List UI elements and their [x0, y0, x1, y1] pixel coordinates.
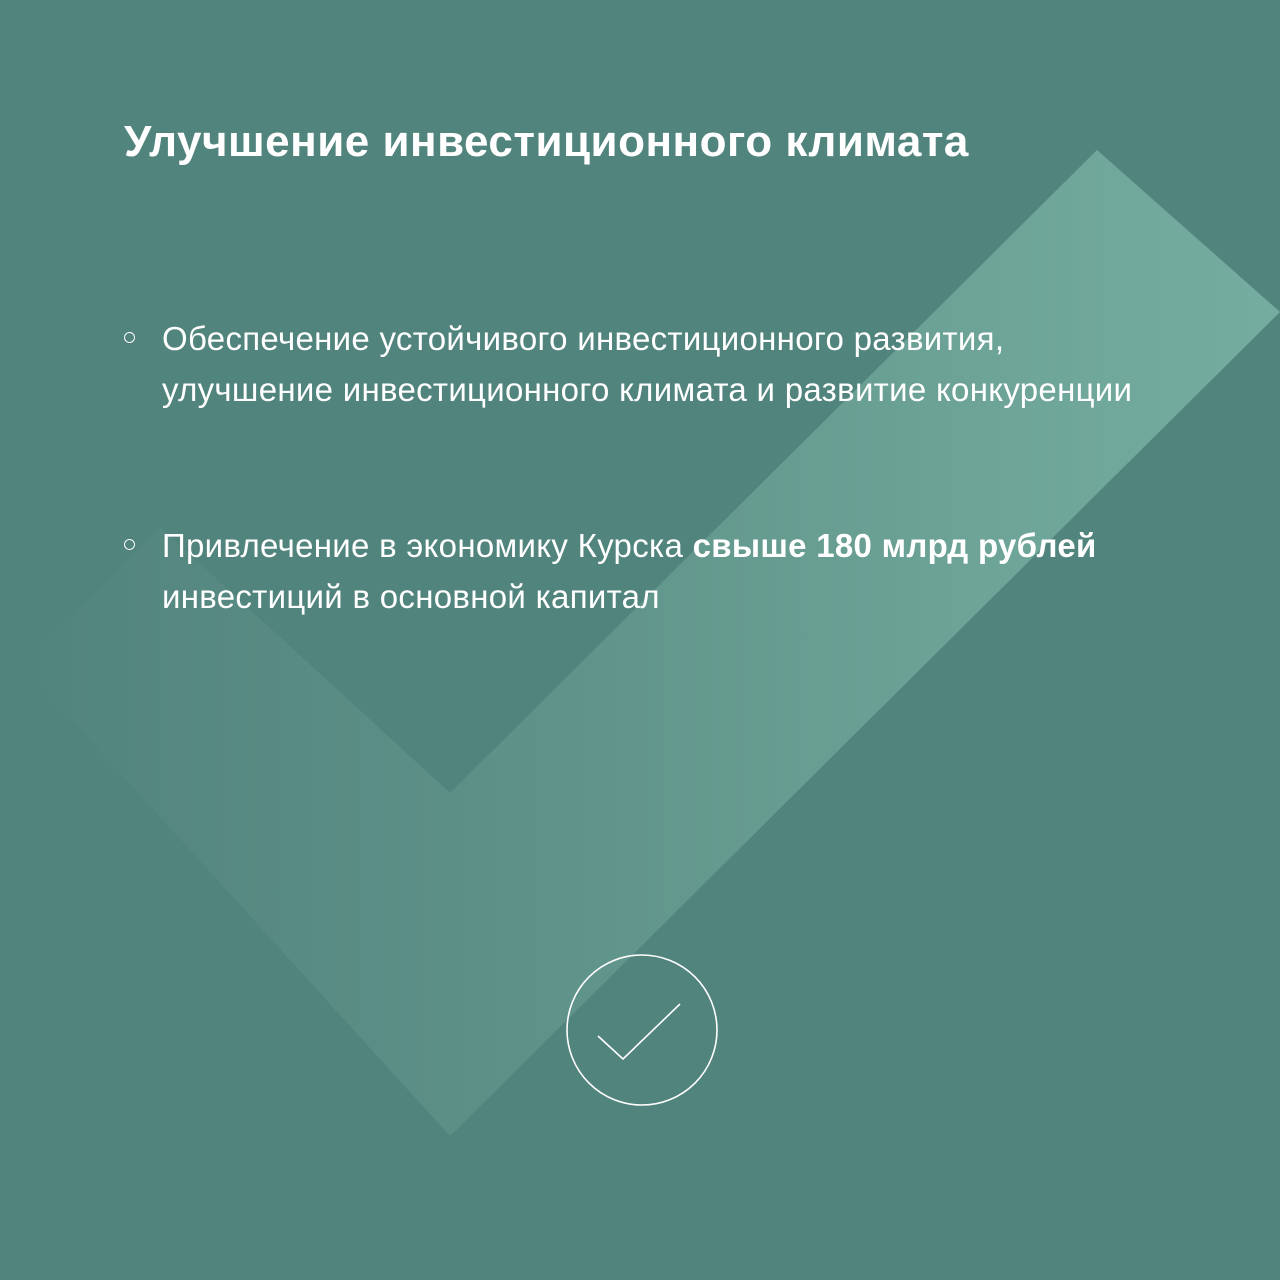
- bullet-text-after: инвестиций в основной капитал: [162, 578, 660, 615]
- list-item: [124, 520, 1164, 622]
- circle-bullet-icon: [124, 332, 135, 343]
- list-item: [124, 313, 1164, 415]
- bullet-text-highlight: свыше 180 млрд рублей: [692, 527, 1097, 564]
- bullet-text-before: Привлечение в экономику Курска: [162, 527, 693, 564]
- bullet-text: Обеспечение устойчивого инвестиционного развития, улучшение инвестиционного климата и развитие конкуренции: [162, 320, 1133, 408]
- bullet-text: [162, 520, 1164, 622]
- page-title: Улучшение инвестиционного климата: [124, 117, 969, 166]
- circle-bullet-icon: [124, 539, 135, 550]
- checkmark-circle-icon: [566, 954, 718, 1106]
